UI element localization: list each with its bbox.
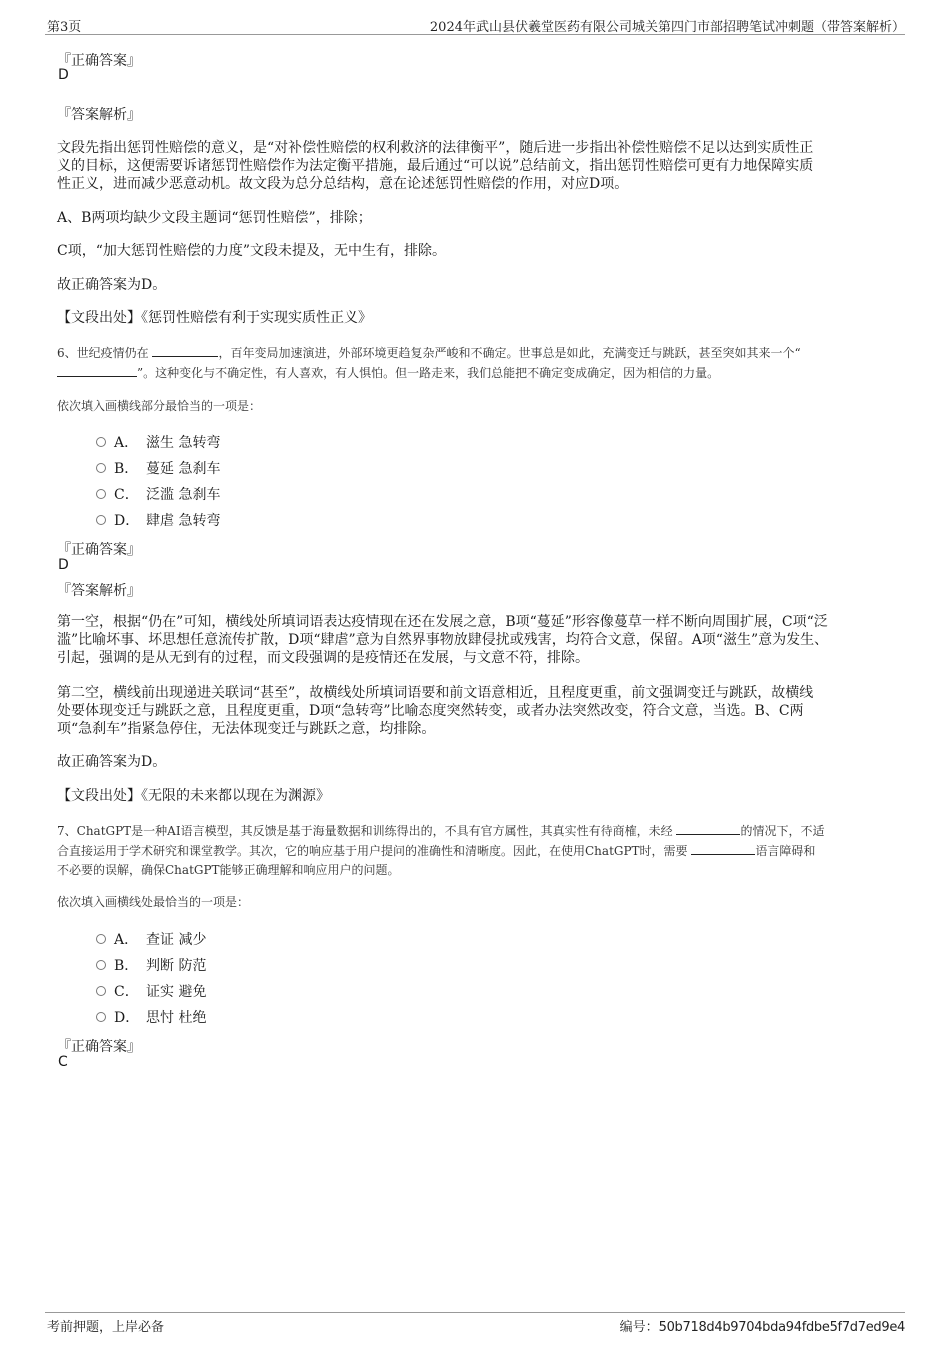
- q5-analysis-label: 『答案解析』: [57, 107, 141, 123]
- q6-blank-2: [57, 363, 137, 377]
- radio-icon[interactable]: [96, 437, 106, 447]
- q7-answer: C: [58, 1054, 68, 1070]
- q7-prompt: 依次填入画横线处最恰当的一项是：: [57, 895, 250, 909]
- radio-icon[interactable]: [96, 934, 106, 944]
- q5-answer-label: 『正确答案』: [57, 53, 141, 69]
- radio-icon[interactable]: [96, 986, 106, 996]
- radio-icon[interactable]: [96, 463, 106, 473]
- radio-icon[interactable]: [96, 1012, 106, 1022]
- q6-answer-label: 『正确答案』: [57, 542, 141, 558]
- radio-icon[interactable]: [96, 489, 106, 499]
- q7-blank-1: [676, 821, 740, 835]
- q7-blank-2: [691, 841, 755, 855]
- q5-answer: D: [58, 67, 69, 83]
- q5-analysis-paragraph-3: C项，“加大惩罚性赔偿的力度”文段未提及，无中生有，排除。: [57, 243, 447, 259]
- document-title: 2024年武山县伏羲堂医药有限公司城关第四门市部招聘笔试冲刺题（带答案解析）: [429, 20, 905, 35]
- q5-analysis-paragraph-2: A、B两项均缺少文段主题词“惩罚性赔偿”，排除；: [57, 210, 372, 226]
- q6-source: 【文段出处】《无限的未来都以现在为渊源》: [57, 788, 330, 804]
- radio-icon[interactable]: [96, 960, 106, 970]
- q6-analysis-paragraph-1: 第一空，根据“仍在”可知，横线处所填词语表达疫情现在还在发展之意，B项“蔓延”形容像蔓草一样不断向周围扩展，C项“泛 滥”比喻坏事、坏思想任意流传扩散，D项“肆虐”意为自然界事物放肆侵扰或残害，均符合文意，保留。A项“滋生”意为发生、 引起，强调的是从无到有的过程，而文段强调的是疫情还在发展，与文意不符，排除。: [57, 614, 829, 666]
- q6-answer: D: [58, 557, 69, 573]
- q6-analysis-paragraph-2: 第二空，横线前出现递进关联词“甚至”，故横线处所填词语要和前文语意相近，且程度更重，前文强调变迁与跳跃，故横线 处要体现变迁与跳跃之意，且程度更重，D项“急转弯”比喻态度突然转变，或者办法突然改变，符合文意，当选。B、C两 项“急刹车”指紧急停住，无法体现变迁与跳跃之意，均排除。: [57, 685, 814, 737]
- radio-icon[interactable]: [96, 515, 106, 525]
- page-header: [45, 14, 905, 35]
- q6-blank-1: [152, 343, 218, 357]
- q6-stem: 6、世纪疫情仍在 ，百年变局加速演进，外部环境更趋复杂严峻和不确定。世事总是如此，充满变迁与跳跃，甚至突如其来一个“ ”。这种变化与不确定性，有人喜欢，有人惧怕。但一路走来，我们总能把不确定变成确定，因为相信的力量。: [57, 343, 907, 383]
- q7-answer-label: 『正确答案』: [57, 1039, 141, 1055]
- q7-stem: 7、ChatGPT是一种AI语言模型，其反馈是基于海量数据和训练得出的，不具有官方属性，其真实性有待商榷，未经 的情况下，不适 合直接运用于学术研究和课堂教学。其次，它的响应基于用户提问的准确性和清晰度。因此，在使用ChatGPT时，需要 语言障碍和 不必要的误解，确保ChatGPT能够正确理解和响应用户的问题。: [57, 821, 907, 880]
- page-footer: [45, 1312, 905, 1335]
- q5-analysis-paragraph-1: 文段先指出惩罚性赔偿的意义，是“对补偿性赔偿的权利救济的法律衡平”，随后进一步指出补偿性赔偿不足以达到实质性正 义的目标，这便需要诉诸惩罚性赔偿作为法定衡平措施，最后通过“可以说”总结前文，指出惩罚性赔偿可更有力地保障实质 性正义，进而减少恶意动机。故文段为总分总结构，意在论述惩罚性赔偿的作用，对应D项。: [57, 140, 814, 192]
- q6-analysis-paragraph-3: 故正确答案为D。: [57, 754, 167, 770]
- footer-slogan: 考前押题，上岸必备: [47, 1320, 165, 1335]
- q5-source: 【文段出处】《惩罚性赔偿有利于实现实质性正义》: [57, 310, 372, 326]
- document-code-value: 50b718d4b9704bda94fdbe5f7d7ed9e4: [658, 1320, 905, 1335]
- document-code: [620, 1316, 905, 1335]
- q5-analysis-paragraph-4: 故正确答案为D。: [57, 277, 167, 293]
- document-code-label: 编号：: [619, 1320, 659, 1335]
- q6-analysis-label: 『答案解析』: [57, 583, 141, 599]
- q6-prompt: 依次填入画横线部分最恰当的一项是：: [57, 399, 262, 413]
- page-number: 第3页: [47, 20, 82, 35]
